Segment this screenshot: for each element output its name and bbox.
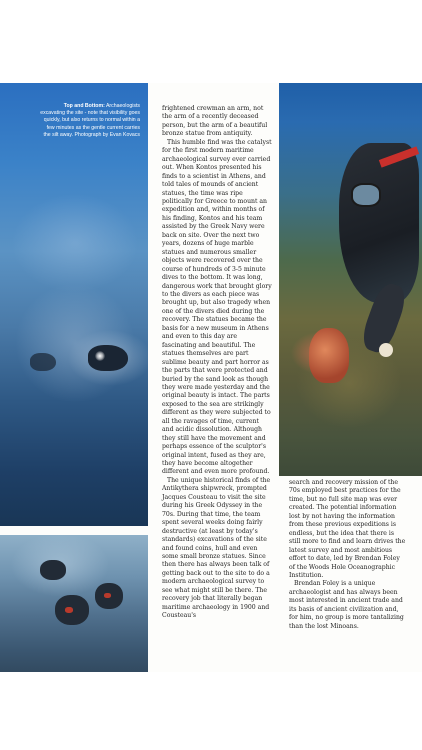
paragraph: search and recovery mission of the 70s employed best practices for the time, but no full site map was ever created. The potential information lost by not having the information from these previous expeditions is endless, but the idea that there is still more to find and learn drives the latest survey and most ambitious effort to date, led by Brendan Foley of the Woods Hole Oceanographic Institution.: [289, 479, 406, 579]
photo-divers-excavating: [0, 535, 148, 672]
caption-lead: Top and Bottom:: [63, 103, 105, 109]
caption-credit: Photograph by Evan Kovacs: [74, 131, 140, 138]
paragraph: Brendan Foley is a unique archaeologist and has always been most interested in ancient trade and its basis of ancient civilization and, for him, no group is more tantalizing than the lost Minoans.: [289, 580, 404, 630]
photo-diver-amphora: [279, 83, 422, 476]
amphora-artifact: [309, 328, 349, 383]
diver-glove: [379, 343, 393, 357]
caption-body: Archaeologists excavating the site - note that visibility goes quickly, but also returns to normal within a few minutes as the gentle current carries the silt away.: [40, 103, 140, 138]
photo-divers-silt: [0, 83, 148, 526]
diver-silhouette: [40, 560, 66, 580]
paragraph: frightened crewman an arm, not the arm of a recently deceased person, but the arm of a beautiful bronze statue from antiquity.: [162, 105, 268, 138]
photo-caption: [40, 103, 140, 139]
paragraph: The unique historical finds of the Antikythera shipwreck, prompted Jacques Cousteau to visit the site during his Greek Odyssey in the 70s. During that time, the team spent several weeks doing fairly destructive (at least by today's standards) excavations of the site and found coins, hull and even some small bronze statues. Since then there has always been talk of getting back out to the site to do a modern archaeological survey to see what might still be there. The recovery job that literally began maritime archaeology in 1900 and Cousteau's: [162, 476, 271, 620]
diver-body: [339, 143, 419, 303]
diver-silhouette: [88, 345, 128, 371]
silt-cloud: [15, 283, 135, 403]
magazine-page: [0, 83, 422, 672]
article-column-1: [162, 105, 272, 621]
dive-mask: [351, 183, 381, 207]
article-column-2: [289, 479, 407, 631]
paragraph: This humble find was the catalyst for the first modern maritime archaeological survey ever carried out. When Kontos presented his finds to a scientist in Athens, and told tales of mounds of ancient statues, the time was ripe politically for Greece to mount an expedition and, within months of his finding, Kontos and his team assisted by the Greek Navy were back on site. Over the next two years, dozens of huge marble statues and numerous smaller objects were recovered over the course of hundreds of 3-5 minute dives to the bottom. It was long, dangerous work that brought glory to the divers as each piece was brought up, but also tragedy when one of the divers died during the recovery. The statues became the basis for a new museum in Athens and even to this day are fascinating and beautiful. The statues themselves are part sublime beauty and part horror as the parts that were protected and buried by the sand look as though they were made yesterday and the original beauty is intact. The parts exposed to the sea are strikingly different as they were subjected to all the ravages of time, current and acidic dissolution. Although they still have the movement and perhaps essence of the sculptor's original intent, fused as they are, they have become altogether different and even more profound.: [162, 138, 272, 476]
diver-gear: [104, 593, 111, 598]
diver-silhouette: [30, 353, 56, 371]
dive-light: [95, 351, 105, 361]
diver-gear: [65, 607, 73, 613]
